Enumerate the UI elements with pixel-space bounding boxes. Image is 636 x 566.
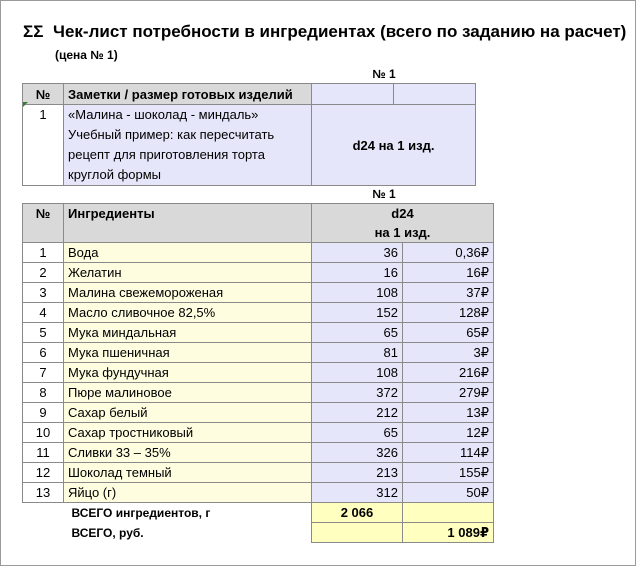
ingredient-name[interactable]: Масло сливочное 82,5% — [64, 303, 312, 323]
ingredient-name[interactable]: Малина свежемороженая — [64, 283, 312, 303]
ingredient-name[interactable]: Сахар тростниковый — [64, 423, 312, 443]
ingredients-header-num: № — [23, 204, 64, 243]
ingredient-price[interactable]: 50₽ — [403, 483, 494, 503]
ingredient-row — [23, 363, 494, 383]
ingredient-name[interactable]: Яйцо (г) — [64, 483, 312, 503]
total-weight-empty — [403, 503, 494, 523]
ingredient-qty[interactable]: 152 — [312, 303, 403, 323]
notes-row-num: 1 — [23, 105, 64, 186]
total-cost-empty — [312, 523, 403, 543]
ingredient-qty[interactable]: 16 — [312, 263, 403, 283]
ingredient-qty[interactable]: 213 — [312, 463, 403, 483]
ingredient-price[interactable]: 12₽ — [403, 423, 494, 443]
ingredient-qty[interactable]: 312 — [312, 483, 403, 503]
ingredient-qty[interactable]: 212 — [312, 403, 403, 423]
notes-header-num: № — [23, 84, 64, 105]
ingredient-qty[interactable]: 36 — [312, 243, 403, 263]
notes-row-text[interactable]: «Малина - шоколад - миндаль» Учебный пример: как пересчитать рецепт для приготовления торта круглой формы — [64, 105, 312, 186]
ingredients-unit-label: на 1 изд. — [312, 223, 494, 243]
notes-row-unit: d24 на 1 изд. — [312, 105, 476, 186]
comment-marker-icon — [23, 102, 28, 107]
ingredient-qty[interactable]: 65 — [312, 323, 403, 343]
ingredient-price[interactable]: 65₽ — [403, 323, 494, 343]
ingredient-name[interactable]: Вода — [64, 243, 312, 263]
ingredient-number[interactable]: 5 — [23, 323, 64, 343]
page-subtitle: (цена № 1) — [55, 48, 118, 62]
ingredient-price[interactable]: 155₽ — [403, 463, 494, 483]
ingredient-name[interactable]: Мука пшеничная — [64, 343, 312, 363]
ingredient-qty[interactable]: 108 — [312, 363, 403, 383]
total-weight-label: ВСЕГО ингредиентов, г — [71, 505, 211, 520]
ingredient-row — [23, 423, 494, 443]
ingredient-number[interactable]: 8 — [23, 383, 64, 403]
ingredient-row — [23, 343, 494, 363]
ingredient-number[interactable]: 6 — [23, 343, 64, 363]
ingredient-qty[interactable]: 372 — [312, 383, 403, 403]
ingredient-row — [23, 403, 494, 423]
ingredient-price[interactable]: 128₽ — [403, 303, 494, 323]
ingredient-number[interactable]: 12 — [23, 463, 64, 483]
ingredient-name[interactable]: Мука фундучная — [64, 363, 312, 383]
ingredient-number[interactable]: 7 — [23, 363, 64, 383]
ingredient-name[interactable]: Сливки 33 – 35% — [64, 443, 312, 463]
ingredient-number[interactable]: 1 — [23, 243, 64, 263]
ingredient-name[interactable]: Желатин — [64, 263, 312, 283]
ingredient-row — [23, 383, 494, 403]
notes-header-empty-1 — [312, 84, 394, 105]
ingredient-row — [23, 303, 494, 323]
ingredients-table — [22, 203, 494, 543]
ingredient-row — [23, 263, 494, 283]
ingredient-qty[interactable]: 108 — [312, 283, 403, 303]
title-text: Чек-лист потребности в ингредиентах (всего по заданию на расчет) — [53, 22, 627, 41]
ingredient-number[interactable]: 11 — [23, 443, 64, 463]
ingredient-price[interactable]: 13₽ — [403, 403, 494, 423]
ingredient-row — [23, 483, 494, 503]
ingredient-row — [23, 443, 494, 463]
notes-header-label: Заметки / размер готовых изделий — [64, 84, 312, 105]
ingredient-price[interactable]: 0,36₽ — [403, 243, 494, 263]
ingredient-number[interactable]: 10 — [23, 423, 64, 443]
ingredient-name[interactable]: Сахар белый — [64, 403, 312, 423]
ingredient-qty[interactable]: 81 — [312, 343, 403, 363]
ingredient-name[interactable]: Шоколад темный — [64, 463, 312, 483]
ingredient-row — [23, 283, 494, 303]
page-title — [23, 22, 626, 42]
ingredient-number[interactable]: 13 — [23, 483, 64, 503]
ingredient-number[interactable]: 2 — [23, 263, 64, 283]
ingredient-qty[interactable]: 65 — [312, 423, 403, 443]
ingredient-qty[interactable]: 326 — [312, 443, 403, 463]
ingredient-name[interactable]: Пюре малиновое — [64, 383, 312, 403]
total-weight-value: 2 066 — [312, 503, 403, 523]
ingredient-price[interactable]: 216₽ — [403, 363, 494, 383]
notes-column-number: № 1 — [372, 67, 396, 81]
ingredient-price[interactable]: 279₽ — [403, 383, 494, 403]
ingredients-header-label: Ингредиенты — [64, 204, 312, 243]
sigma-logo: ΣΣ — [23, 22, 44, 41]
total-cost-label: ВСЕГО, руб. — [71, 525, 144, 540]
ingredients-column-number: № 1 — [372, 187, 396, 201]
ingredient-price[interactable]: 3₽ — [403, 343, 494, 363]
notes-header-empty-2 — [394, 84, 476, 105]
ingredient-row — [23, 243, 494, 263]
ingredient-row — [23, 323, 494, 343]
ingredient-name[interactable]: Мука миндальная — [64, 323, 312, 343]
ingredient-row — [23, 463, 494, 483]
ingredient-number[interactable]: 3 — [23, 283, 64, 303]
ingredient-price[interactable]: 16₽ — [403, 263, 494, 283]
total-cost-value: 1 089₽ — [403, 523, 494, 543]
ingredient-price[interactable]: 114₽ — [403, 443, 494, 463]
ingredient-price[interactable]: 37₽ — [403, 283, 494, 303]
notes-table — [22, 83, 476, 186]
ingredients-size-label: d24 — [312, 204, 494, 224]
ingredient-number[interactable]: 9 — [23, 403, 64, 423]
ingredient-number[interactable]: 4 — [23, 303, 64, 323]
